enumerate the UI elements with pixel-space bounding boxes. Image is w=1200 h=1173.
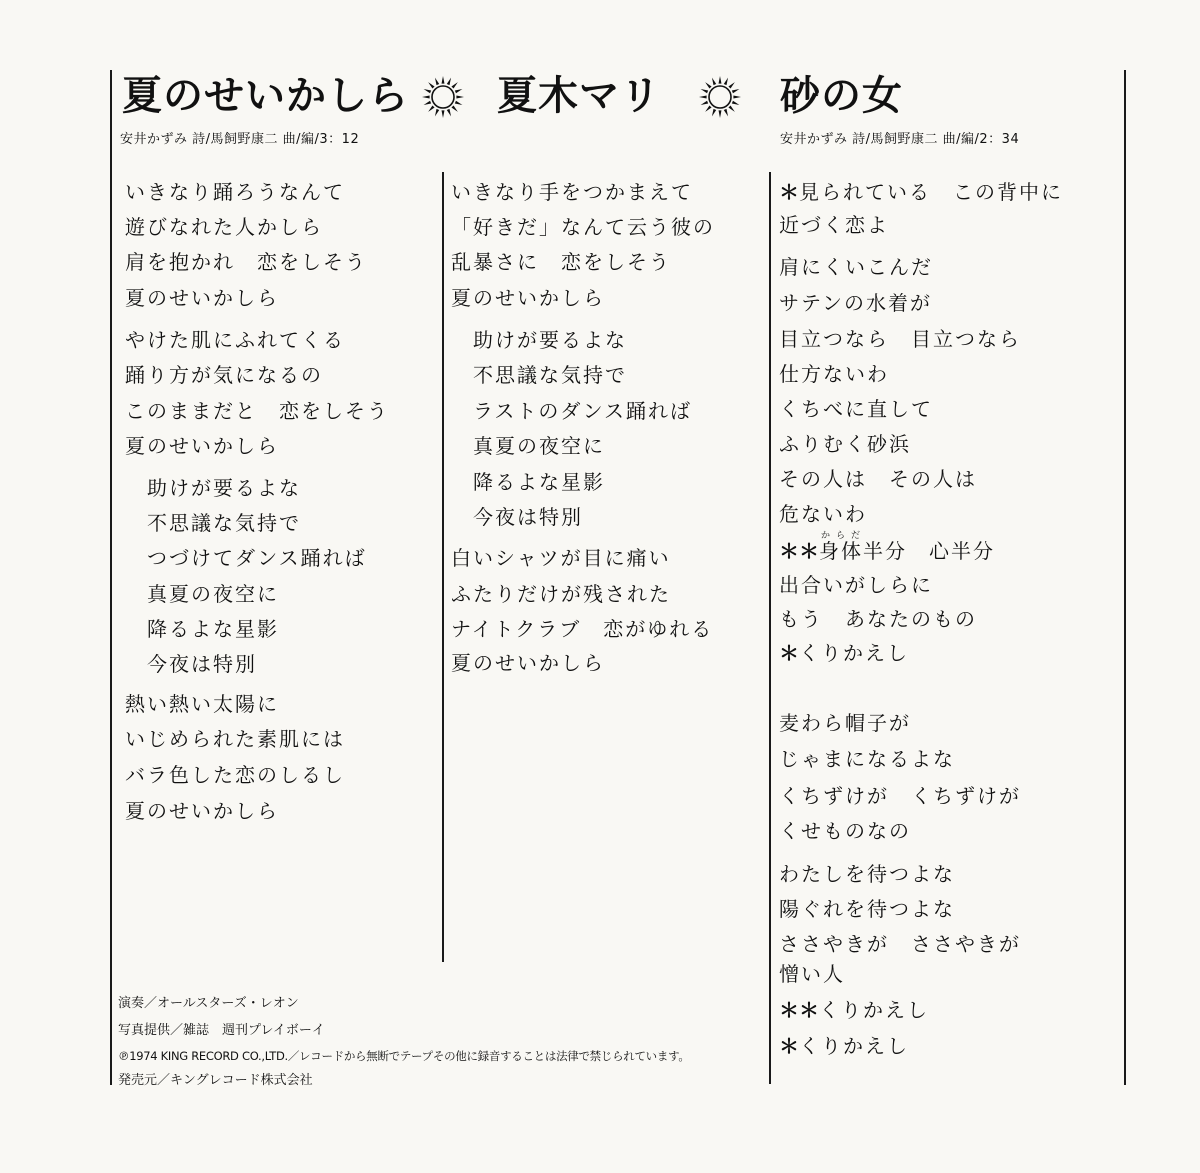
lyric-line bbox=[779, 428, 911, 457]
seller-credit: 発売元／キングレコード株式会社 bbox=[118, 1073, 313, 1088]
credit-song-a: 安井かずみ 詩/馬飼野康二 曲/編/3：12 bbox=[120, 132, 360, 147]
sun-ray bbox=[733, 96, 741, 99]
ruby-reading: からだ bbox=[821, 531, 867, 541]
sun-ray bbox=[435, 109, 439, 117]
lyric-text: くりかえし bbox=[799, 641, 909, 665]
sun-ray bbox=[712, 78, 716, 86]
lyric-line: やけた肌にふれてくる bbox=[125, 328, 345, 352]
lyric-text: くちべに直して bbox=[779, 397, 933, 421]
sun-ray bbox=[699, 96, 707, 99]
lyric-text: 近づく恋よ bbox=[779, 213, 889, 237]
lyric-line bbox=[779, 637, 909, 666]
sun-ray bbox=[455, 89, 463, 93]
lyric-text: わたしを待つよな bbox=[779, 862, 955, 886]
lyric-line: ナイトクラブ 恋がゆれる bbox=[451, 617, 714, 641]
sun-ray bbox=[456, 96, 464, 99]
lyric-line: 助けが要るよな bbox=[473, 328, 627, 352]
lyric-line: 踊り方が気になるの bbox=[125, 363, 323, 387]
sun-ray bbox=[447, 109, 451, 117]
lyric-text: 陽ぐれを待つよな bbox=[779, 897, 955, 921]
lyric-line bbox=[779, 535, 995, 564]
performer-credit: 演奏／オールスターズ・レオン bbox=[118, 996, 299, 1011]
lyric-line: いきなり踊ろうなんて bbox=[125, 180, 345, 204]
lyric-line bbox=[779, 707, 911, 736]
lyric-line: 熱い熱い太陽に bbox=[125, 692, 279, 716]
photo-credit: 写真提供／雑誌 週刊プレイボーイ bbox=[118, 1023, 325, 1038]
lyric-line bbox=[779, 569, 933, 598]
double-asterisk-mark: ＊＊ bbox=[779, 998, 819, 1022]
lyric-line bbox=[779, 780, 1021, 809]
sun-ray bbox=[705, 105, 711, 111]
double-asterisk-mark: ＊＊ bbox=[779, 539, 819, 563]
lyric-line bbox=[779, 815, 911, 844]
lyric-line: いきなり手をつかまえて bbox=[451, 180, 693, 204]
lyric-line: 降るよな星影 bbox=[147, 617, 279, 641]
lyric-line bbox=[779, 287, 932, 316]
lyric-line bbox=[779, 928, 1021, 957]
sun-ornament-icon bbox=[420, 74, 466, 120]
lyric-text: くせものなの bbox=[779, 819, 911, 843]
sun-ray bbox=[424, 89, 432, 93]
sun-ray bbox=[728, 105, 734, 111]
lyric-line: 夏のせいかしら bbox=[451, 286, 605, 310]
lyric-line bbox=[779, 958, 845, 987]
column-divider-2 bbox=[769, 172, 771, 1084]
lyric-line: 不思議な気持で bbox=[473, 363, 627, 387]
lyric-text: くりかえし bbox=[819, 998, 929, 1022]
lyric-line: ラストのダンス踊れば bbox=[473, 399, 692, 423]
sun-ornament-icon bbox=[697, 74, 743, 120]
lyric-text: 出合いがしらに bbox=[779, 573, 933, 597]
lyric-line bbox=[779, 251, 933, 280]
lyric-line: 遊びなれた人かしら bbox=[125, 215, 323, 239]
credit-song-b: 安井かずみ 詩/馬飼野康二 曲/編/2：34 bbox=[780, 132, 1020, 147]
right-border-rule bbox=[1124, 70, 1126, 1085]
sun-ray bbox=[442, 76, 445, 84]
lyric-line bbox=[779, 893, 955, 922]
lyric-line: 今夜は特別 bbox=[147, 652, 257, 676]
sun-ray bbox=[732, 101, 740, 105]
sun-ray bbox=[719, 76, 722, 84]
sun-ray bbox=[428, 105, 434, 111]
lyric-line: 夏のせいかしら bbox=[125, 434, 279, 458]
lyric-line: 助けが要るよな bbox=[147, 476, 301, 500]
lyric-line bbox=[779, 743, 955, 772]
lyric-text: 仕方ないわ bbox=[779, 362, 889, 386]
lyric-line: 今夜は特別 bbox=[473, 505, 583, 529]
lyric-line: いじめられた素肌には bbox=[125, 727, 345, 751]
lyric-line: バラ色した恋のしるし bbox=[125, 763, 345, 787]
sun-ray bbox=[424, 101, 432, 105]
lyric-line bbox=[779, 176, 1063, 205]
sun-ray bbox=[422, 96, 430, 99]
lyric-line bbox=[779, 323, 1021, 352]
lyric-line: 肩を抱かれ 恋をしそう bbox=[125, 250, 367, 274]
sun-ray bbox=[701, 89, 709, 93]
sun-ray bbox=[451, 82, 457, 88]
lyric-line: 夏のせいかしら bbox=[451, 651, 605, 675]
lyric-line: 不思議な気持で bbox=[147, 511, 301, 535]
lyric-line: 降るよな星影 bbox=[473, 470, 605, 494]
lyric-text: ささやきが ささやきが bbox=[779, 932, 1021, 956]
lyric-line bbox=[779, 603, 977, 632]
sun-ray bbox=[435, 78, 439, 86]
lyric-line bbox=[779, 393, 933, 422]
lyric-text: くちずけが くちずけが bbox=[779, 784, 1021, 808]
asterisk-mark: ＊ bbox=[779, 180, 799, 204]
lyric-text: くりかえし bbox=[799, 1034, 909, 1058]
lyric-text: 憎い人 bbox=[779, 962, 845, 986]
sun-ray bbox=[447, 78, 451, 86]
lyric-text: 目立つなら 目立つなら bbox=[779, 327, 1021, 351]
lyric-line: 白いシャツが目に痛い bbox=[451, 546, 671, 570]
sun-ray bbox=[455, 101, 463, 105]
column-divider-1 bbox=[442, 172, 444, 962]
lyric-line bbox=[779, 498, 867, 527]
lyric-text: 身体半分 心半分 bbox=[819, 539, 995, 563]
lyric-text: じゃまになるよな bbox=[779, 747, 955, 771]
lyric-line: つづけてダンス踊れば bbox=[147, 546, 367, 570]
asterisk-mark: ＊ bbox=[779, 641, 799, 665]
lyric-text: 肩にくいこんだ bbox=[779, 255, 933, 279]
sun-ray bbox=[724, 109, 728, 117]
lyric-text: ふりむく砂浜 bbox=[779, 432, 911, 456]
sun-ray bbox=[428, 82, 434, 88]
sun-ray bbox=[728, 82, 734, 88]
left-border-rule bbox=[110, 70, 112, 1085]
lyric-line: 真夏の夜空に bbox=[147, 582, 279, 606]
sun-ray bbox=[701, 101, 709, 105]
lyric-text: もう あなたのもの bbox=[779, 607, 977, 631]
sun-ray bbox=[442, 110, 445, 118]
lyric-line bbox=[779, 209, 889, 238]
song-title-b: 砂の女 bbox=[780, 73, 903, 119]
lyric-text: サテンの水着が bbox=[779, 291, 932, 315]
lyric-line bbox=[779, 463, 977, 492]
lyric-text: 麦わら帽子が bbox=[779, 711, 911, 735]
lyric-text: 見られている この背中に bbox=[799, 180, 1063, 204]
copyright-notice: ℗1974 KING RECORD CO.,LTD.／レコードから無断でテープその他に録音することは法律で禁じられています。 bbox=[118, 1049, 690, 1063]
asterisk-mark: ＊ bbox=[779, 1034, 799, 1058]
lyric-text: その人は その人は bbox=[779, 467, 977, 491]
lyric-line: 真夏の夜空に bbox=[473, 434, 605, 458]
lyric-line: 夏のせいかしら bbox=[125, 286, 279, 310]
sun-ray bbox=[732, 89, 740, 93]
lyric-text: 危ないわ bbox=[779, 502, 867, 526]
sun-ray bbox=[719, 110, 722, 118]
lyric-line bbox=[779, 994, 929, 1023]
lyric-line: 「好きだ」なんて云う彼の bbox=[451, 215, 715, 239]
lyric-line bbox=[779, 358, 889, 387]
lyric-line: 乱暴さに 恋をしそう bbox=[451, 250, 671, 274]
lyric-line: このままだと 恋をしそう bbox=[125, 399, 389, 423]
sun-ray bbox=[705, 82, 711, 88]
lyric-line bbox=[779, 1030, 909, 1059]
lyric-line: ふたりだけが残された bbox=[451, 582, 671, 606]
artist-name: 夏木マリ bbox=[497, 73, 661, 119]
sun-ray bbox=[712, 109, 716, 117]
lyric-line: 夏のせいかしら bbox=[125, 799, 279, 823]
song-title-a: 夏のせいかしら bbox=[122, 73, 409, 119]
lyric-line bbox=[779, 858, 955, 887]
sun-ray bbox=[724, 78, 728, 86]
sun-ray bbox=[451, 105, 457, 111]
